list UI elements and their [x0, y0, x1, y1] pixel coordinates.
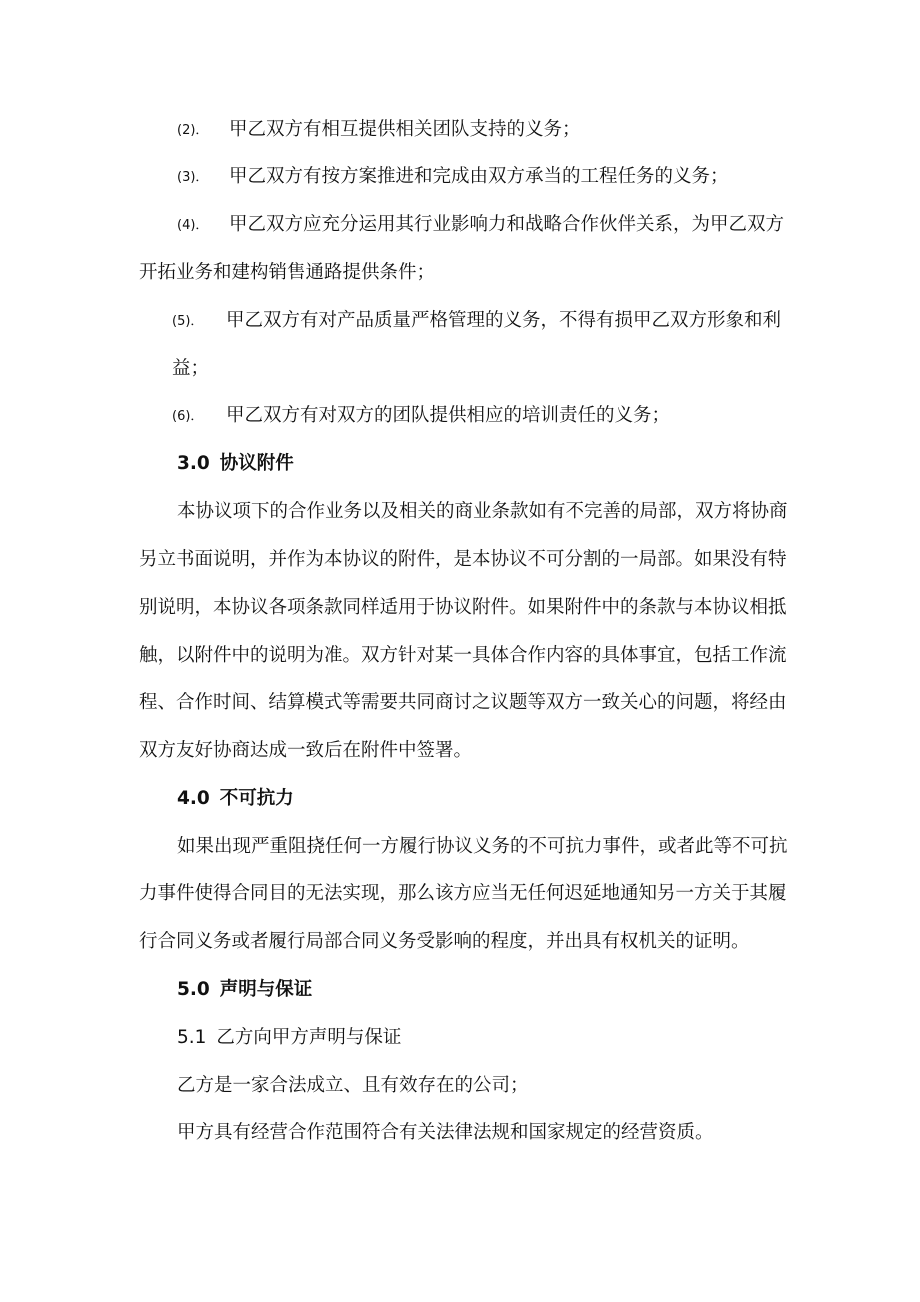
paragraph-line: 本协议项下的合作业务以及相关的商业条款如有不完善的局部，双方将协商 [177, 501, 788, 522]
paragraph-line: 如果出现严重阻挠任何一方履行协议义务的不可抗力事件，或者此等不可抗 [177, 836, 788, 857]
subsection-number: 5.1 [177, 1027, 207, 1048]
obligation-number: (6)． [172, 409, 204, 424]
section-heading [177, 451, 294, 477]
subsection-heading [177, 1025, 401, 1051]
obligation-text: 甲乙双方有对双方的团队提供相应的培训责任的义务； [226, 405, 671, 426]
paragraph-line: 甲方具有经营合作范围符合有关法律法规和国家规定的经营资质。 [177, 1122, 714, 1143]
paragraph-line: 另立书面说明，并作为本协议的附件，是本协议不可分割的一局部。如果没有特 [139, 549, 787, 570]
paragraph-line: 程、合作时间、结算模式等需要共同商讨之议题等双方一致关心的问题，将经由 [139, 692, 787, 713]
obligation-text: 甲乙双方有相互提供相关团队支持的义务； [229, 119, 581, 140]
obligation-item [172, 403, 670, 430]
obligation-item [177, 212, 784, 239]
obligation-item [172, 308, 781, 335]
obligation-text: 甲乙双方应充分运用其行业影响力和战略合作伙伴关系，为甲乙双方 [229, 214, 785, 235]
section-title: 不可抗力 [219, 788, 294, 809]
obligation-continuation: 开拓业务和建构销售通路提供条件； [139, 262, 436, 283]
section-number: 3.0 [177, 453, 210, 474]
section-title: 协议附件 [219, 453, 294, 474]
paragraph-line: 触，以附件中的说明为准。双方针对某一具体合作内容的具体事宜，包括工作流 [139, 645, 787, 666]
section-heading [177, 977, 312, 1003]
obligation-text: 甲乙双方有按方案推进和完成由双方承当的工程任务的义务； [229, 166, 729, 187]
obligation-item [177, 164, 729, 191]
section-heading [177, 786, 294, 812]
section-number: 4.0 [177, 788, 210, 809]
subsection-title: 乙方向甲方声明与保证 [216, 1027, 402, 1048]
obligation-number: (2)． [177, 123, 209, 138]
paragraph-line: 行合同义务或者履行局部合同义务受影响的程度，并出具有权机关的证明。 [139, 931, 750, 952]
obligation-number: (3)． [177, 170, 209, 185]
paragraph-line: 别说明，本协议各项条款同样适用于协议附件。如果附件中的条款与本协议相抵 [139, 597, 787, 618]
section-number: 5.0 [177, 979, 210, 1000]
paragraph-line: 双方友好协商达成一致后在附件中签署。 [139, 740, 473, 761]
paragraph-line: 力事件使得合同目的无法实现，那么该方应当无任何迟延地通知另一方关于其履 [139, 883, 787, 904]
section-title: 声明与保证 [219, 979, 313, 1000]
obligation-item [177, 117, 581, 144]
obligation-number: (4)． [177, 218, 209, 233]
obligation-number: (5)． [172, 314, 204, 329]
obligation-text: 甲乙双方有对产品质量严格管理的义务，不得有损甲乙双方形象和利 [226, 310, 782, 331]
paragraph-line: 乙方是一家合法成立、且有效存在的公司； [177, 1075, 529, 1096]
obligation-continuation: 益； [172, 358, 210, 379]
